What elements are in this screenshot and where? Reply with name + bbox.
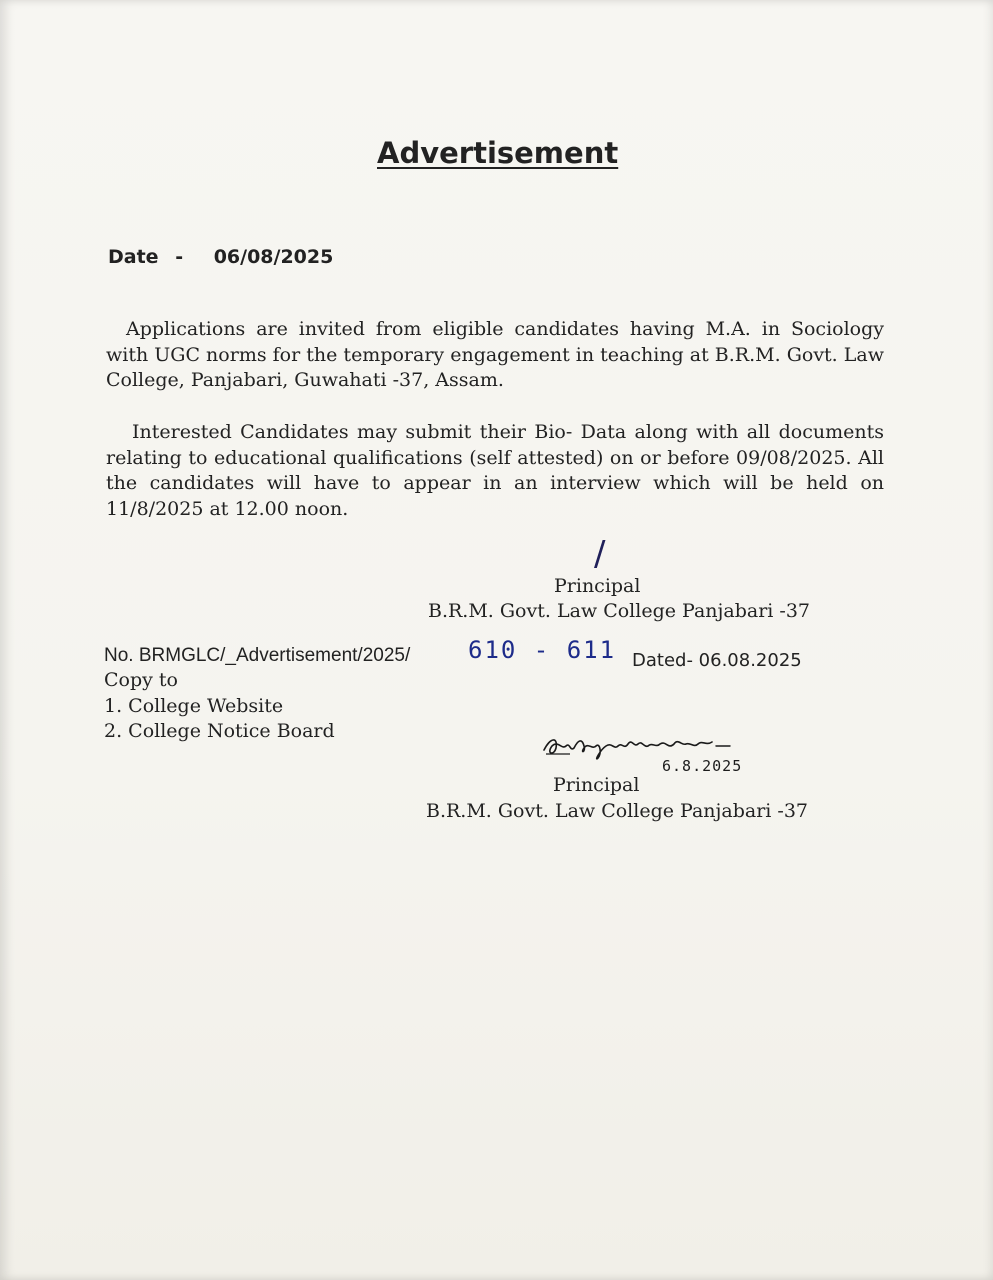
paragraph-applications: Applications are invited from eligible candidates having M.A. in Sociology with UGC norms for the temporary engagement in teaching at B.R.M. Govt. Law College, Panjabari, Guwahati -37, Assam. <box>106 318 884 391</box>
copy-to-block <box>104 668 335 745</box>
tick-mark: / <box>594 534 606 574</box>
reference-number: No. BRMGLC/_Advertisement/2025/ <box>104 645 411 666</box>
date-row <box>108 246 333 268</box>
signatory-2-title: Principal <box>553 774 640 796</box>
date-label: Date <box>108 246 159 268</box>
document-title: Advertisement <box>377 136 619 170</box>
signatory-1-institution: B.R.M. Govt. Law College Panjabari -37 <box>428 600 811 622</box>
copy-to-item: 2. College Notice Board <box>104 720 335 742</box>
handwritten-reference-number: 610 - 611 <box>468 636 617 664</box>
paragraph-instructions: Interested Candidates may submit their Bio- Data along with all documents relating to educational qualifications (self attested) on or before 09/08/2025. All the candidates will have to appear in an interview which will be held on 11/8/2025 at 12.00 noon. <box>106 421 884 520</box>
signature-date: 6.8.2025 <box>662 757 743 775</box>
copy-to-label: Copy to <box>104 669 178 691</box>
reference-dated: Dated- 06.08.2025 <box>632 650 802 671</box>
signatory-1-title: Principal <box>554 575 641 597</box>
copy-to-item: 1. College Website <box>104 694 284 717</box>
date-value: 06/08/2025 <box>213 246 334 268</box>
signatory-2-institution: B.R.M. Govt. Law College Panjabari -37 <box>426 800 809 822</box>
date-separator: - <box>175 246 184 268</box>
